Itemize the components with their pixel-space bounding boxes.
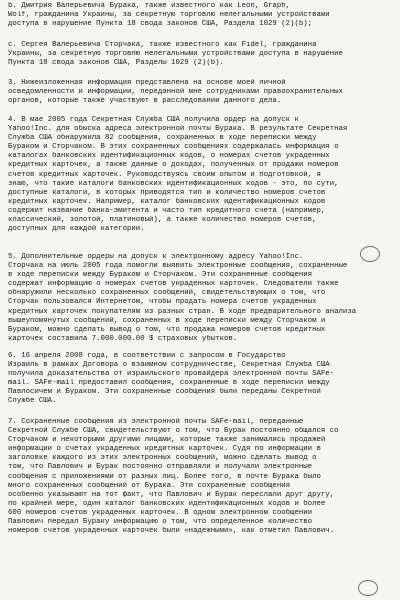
- text-line: mail. SAFe-mail предоставил сообщения, сохраненные в ходе переписки между: [8, 379, 330, 388]
- text-line: Украины, за секретную торговлю нелегальными устройствами доступа в нарушение: [8, 50, 343, 59]
- text-line: Павлович передал Бураку информацию о том, что определенное количество: [8, 518, 313, 527]
- paragraph-3: [8, 79, 392, 106]
- text-line: много сохраненных сообщений от Бурака. Эти сохраненные сообщения: [8, 481, 291, 490]
- text-line: 600 номеров счетов украденных карточек. В одном электронном сообщении: [8, 508, 313, 517]
- ink-mark: [358, 580, 378, 596]
- text-line: Секретной Службе США, свидетельствуют о том, что Бурак постоянно общался со: [8, 427, 339, 436]
- text-line: счетов кредитных карточек. Руководствуясь своим опытом и подготовкой, я: [8, 170, 321, 179]
- text-line: доступа в нарушение Пункта 18 свода законов США, Раздела 1029 (2)(b);: [8, 20, 313, 29]
- paragraph-7: [8, 418, 392, 536]
- text-line: содержат информацию о номерах счетов украденных карточек. Следователи также: [8, 280, 339, 289]
- text-line: Павлосичем и Бураком. Эти сохраненные сообщения были переданы Секретной: [8, 388, 321, 397]
- text-line: том, что Павлович и Бурак постоянно отправляли и получали электронные: [8, 463, 313, 472]
- text-line: Сторчака на июль 2005 года помогли выявить электронные сообщения, сохраненные: [8, 262, 348, 271]
- text-line: номеров счетов украденных карточек были «надежными», как отметил Павлович.: [8, 527, 335, 536]
- text-line: классический, золотой, платиновый), а также количество номеров счетов,: [8, 216, 317, 225]
- text-line: кредитных карточек покупателям из разных стран. В ходе предварительного анализа: [8, 307, 357, 316]
- text-line: Yahoo!Inc. для обыска адреса электронной почты Бурака. В результате Секретная: [8, 125, 348, 134]
- text-line: обнаружили несколько сохраненных сообщений, свидетельствующих о том, что: [8, 289, 326, 298]
- text-line: Службе США.: [8, 397, 57, 406]
- paragraph-5: [8, 253, 392, 344]
- text-line: кредитных карточек. Например, каталог банковских идентификационных кодов: [8, 197, 326, 206]
- text-line: Пункта 18 свода законов США, Разделы 1029 (2)(b).: [8, 59, 224, 68]
- text-line: заголовке каждого из этих электронных сообщений, можно сделать вывод о: [8, 454, 317, 463]
- ink-mark: [360, 246, 380, 262]
- text-line: Бураком, можно сделать вывод о том, что продажа номеров счетов кредитных: [8, 325, 326, 334]
- text-line: особенно указывают на тот факт, что Павлович и Бурак переслали друг другу,: [8, 490, 335, 499]
- text-line: 3. Нижеизложенная информация представлена на основе моей личной: [8, 79, 286, 87]
- text-line: кредитных карточек, а также данные о доходах, полученных от продажи номеров: [8, 161, 339, 170]
- paragraph-b: [8, 2, 392, 29]
- text-line: Бураком и Сторчаком. В этих сохраненных сообщениях содержалась информация о: [8, 143, 339, 152]
- paragraph-4: [8, 116, 392, 234]
- text-line: каталогах банковских идентификационных кодов, о номерах счетов украденных: [8, 152, 330, 161]
- paragraph-c: [8, 41, 392, 68]
- text-line: Израиль в рамках Договора о взаимном сотрудничестве, Секретная Служба США: [8, 361, 330, 370]
- text-line: 7. Сохраненные сообщения из электронной почты SAFe-mail, переданные: [8, 418, 304, 426]
- text-line: доступных для каждой категории.: [8, 225, 145, 234]
- text-line: Wolf, гражданина Украины, за секретную торговлю нелегальными устройствами: [8, 11, 330, 20]
- text-line: органов, которые также участвуют в расследовании данного дела.: [8, 97, 282, 106]
- text-line: Сторчак пользовался Интернетом, чтобы продать номера счетов украденных: [8, 298, 317, 307]
- text-line: сообщения с приложениями от разных лиц. Более того, в почте Бурака было: [8, 472, 321, 481]
- text-line: доступные каталоги, в которых приводятся тип и количество номеров счетов: [8, 188, 326, 197]
- text-line: получила доказательства от израильского провайдера электронной почты SAFe-: [8, 370, 335, 379]
- text-line: осведомленности и информации, переданной мне сотрудниками правоохранительных: [8, 88, 343, 97]
- text-line: 5. Дополнительные ордеры на допуск к электронному адресу Yahoo!Inc.: [8, 253, 304, 261]
- text-line: 4. В мае 2005 года Секретная Служба США получила ордер на допуск к: [8, 116, 299, 124]
- text-line: знаю, что такие каталоги банковских идентификационных кодов - это, по сути,: [8, 179, 339, 188]
- text-line: Служба США обнаружила 82 сообщения, сохраненных в ходе переписки между: [8, 134, 317, 143]
- text-line: по крайней мере, один каталог банковских идентификационных кодов и более: [8, 499, 326, 508]
- text-line: содержит название банка-эмитента и часто тип кредитного счета (например,: [8, 206, 326, 215]
- text-line: карточек составила 7.000.000.00 $ страховых убытков.: [8, 334, 238, 343]
- text-line: вышеупомянутых сообщений, сохраненных в ходе переписки между Сторчаком и: [8, 316, 326, 325]
- text-line: c. Сергея Валерьевича Сторчака, также известного как Fidel, гражданина: [8, 41, 317, 49]
- text-line: информации о счетах украденных кредитных карточек. Судя по информации в: [8, 445, 321, 454]
- text-line: b. Дмитрия Валерьевича Бурака, также известного как Leon, Graph,: [8, 2, 291, 10]
- text-line: в ходе переписки между Бураком и Сторчаком. Эти сохраненные сообщения: [8, 271, 313, 280]
- text-line: Сторчаком и некоторыми другими лицами, которые также занимались продажей: [8, 436, 326, 445]
- text-line: 6. 16 апреля 2008 года, в соответствии с запросом в Государство: [8, 352, 286, 360]
- paragraph-6: [8, 352, 392, 407]
